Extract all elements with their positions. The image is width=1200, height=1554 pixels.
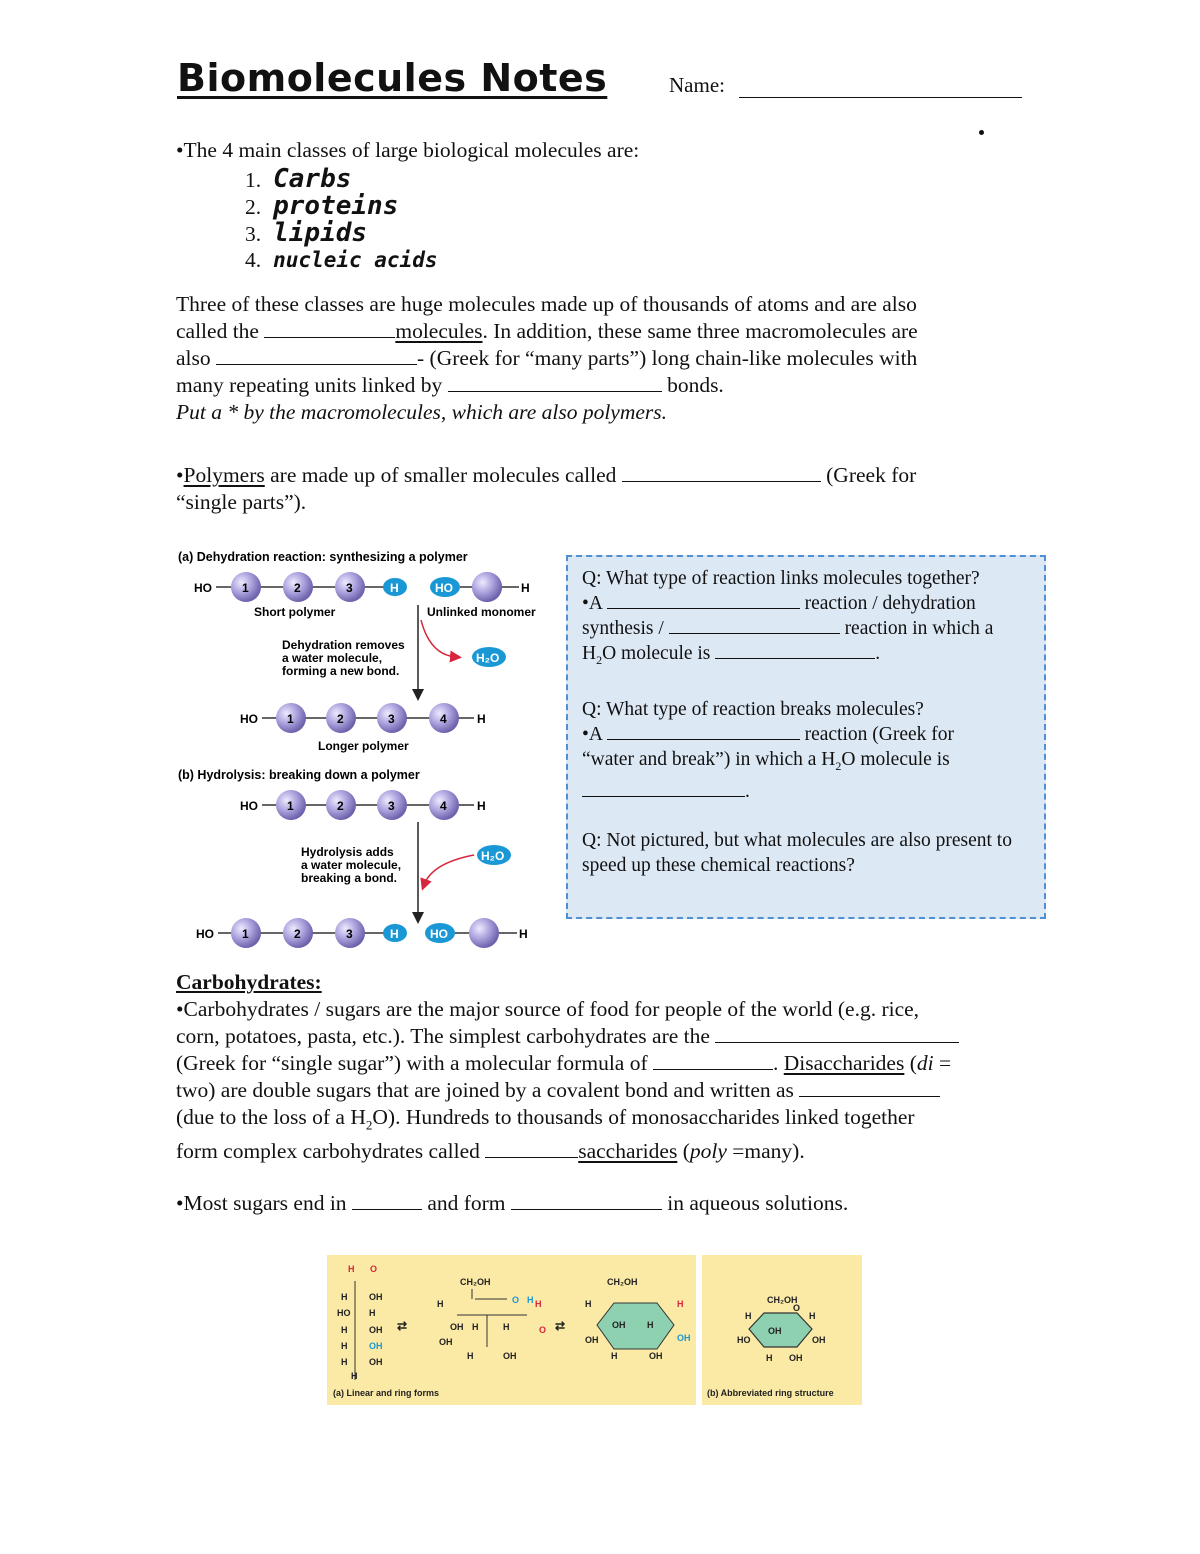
svg-text:H: H bbox=[477, 799, 486, 813]
list-item bbox=[245, 166, 438, 193]
svg-text:H: H bbox=[467, 1351, 474, 1361]
svg-text:H: H bbox=[521, 581, 530, 595]
list-item bbox=[245, 247, 438, 274]
svg-text:H: H bbox=[527, 1295, 534, 1305]
paragraph-polymers bbox=[176, 462, 1026, 516]
svg-text:H: H bbox=[437, 1299, 444, 1309]
text-line: form complex carbohydrates called saccharides (poly =many). bbox=[176, 1139, 805, 1164]
intro-bullet: •The 4 main classes of large biological molecules are: bbox=[176, 138, 640, 162]
answer-blank[interactable] bbox=[582, 781, 745, 797]
text-line: Three of these classes are huge molecules made up of thousands of atoms and are also bbox=[176, 292, 917, 316]
svg-text:OH: OH bbox=[369, 1341, 383, 1351]
figure-a-title: (a) Dehydration reaction: synthesizing a polymer bbox=[178, 550, 468, 564]
question-box bbox=[566, 555, 1046, 919]
list-item bbox=[245, 193, 438, 220]
text-line: also - (Greek for “many parts”) long chain-like molecules with bbox=[176, 346, 918, 370]
water-out-arrow bbox=[421, 620, 456, 657]
answer-blank[interactable] bbox=[448, 373, 662, 392]
text-line: •Polymers are made up of smaller molecules called (Greek for bbox=[176, 463, 917, 487]
longer-polymer-label: Longer polymer bbox=[318, 739, 409, 753]
text-line: (due to the loss of a $H_2O$). Hundreds to thousands of monosaccharides linked together bbox=[176, 1105, 915, 1133]
svg-text:OH: OH bbox=[503, 1351, 517, 1361]
handwritten-answer: Carbs bbox=[273, 164, 352, 194]
svg-text:H: H bbox=[341, 1325, 348, 1335]
handwritten-answer: nucleic acids bbox=[273, 248, 438, 272]
polymer-after-hydrolysis bbox=[196, 918, 528, 948]
svg-text:HO: HO bbox=[337, 1308, 351, 1318]
water-in-arrow bbox=[424, 855, 474, 885]
svg-text:OH: OH bbox=[789, 1353, 803, 1363]
polymer-reaction-figure bbox=[174, 545, 554, 950]
text-line: “single parts”). bbox=[176, 490, 307, 514]
svg-text:OH: OH bbox=[369, 1292, 383, 1302]
text-line: corn, potatoes, pasta, etc.). The simplest carbohydrates are the bbox=[176, 1023, 1026, 1050]
svg-text:2: 2 bbox=[337, 712, 344, 726]
text-line: (Greek for “single sugar”) with a molecular formula of . Disaccharides (di = bbox=[176, 1051, 952, 1075]
svg-text:OH: OH bbox=[612, 1320, 626, 1330]
svg-text:H: H bbox=[472, 1322, 479, 1332]
svg-text:H: H bbox=[390, 581, 399, 595]
svg-text:H: H bbox=[503, 1322, 510, 1332]
svg-text:OH: OH bbox=[369, 1357, 383, 1367]
svg-text:OH: OH bbox=[369, 1325, 383, 1335]
glucose-structure-figure bbox=[327, 1255, 862, 1405]
svg-text:HO: HO bbox=[240, 712, 258, 726]
svg-text:3: 3 bbox=[346, 581, 353, 595]
svg-text:OH: OH bbox=[649, 1351, 663, 1361]
polymer-before-hydrolysis bbox=[240, 790, 486, 820]
water-label: H₂O bbox=[481, 849, 505, 863]
svg-text:HO: HO bbox=[430, 927, 448, 941]
answer-blank[interactable] bbox=[607, 593, 800, 609]
svg-text:H: H bbox=[351, 1371, 358, 1381]
list-number: 4. bbox=[245, 248, 262, 272]
answer-blank[interactable] bbox=[715, 643, 875, 659]
svg-text:H: H bbox=[348, 1264, 355, 1274]
svg-text:CH₂OH: CH₂OH bbox=[767, 1295, 798, 1305]
unlinked-monomer bbox=[430, 572, 530, 602]
svg-text:O: O bbox=[539, 1325, 547, 1335]
svg-text:H: H bbox=[477, 712, 486, 726]
svg-text:O: O bbox=[793, 1303, 801, 1313]
sugars-line: •Most sugars end in and form in aqueous solutions. bbox=[176, 1191, 849, 1215]
answer-blank[interactable] bbox=[264, 319, 395, 338]
svg-text:1: 1 bbox=[287, 712, 294, 726]
svg-text:H: H bbox=[766, 1353, 773, 1363]
svg-text:OH: OH bbox=[677, 1333, 691, 1343]
water-label: H₂O bbox=[476, 651, 500, 665]
text-line: called the molecules. In addition, these same three macromolecules are bbox=[176, 319, 918, 343]
svg-text:2: 2 bbox=[294, 927, 301, 941]
hydrolysis-note: a water molecule, bbox=[301, 858, 402, 872]
stray-dot bbox=[979, 130, 984, 135]
page-title: Biomolecules Notes bbox=[177, 56, 608, 100]
svg-text:H: H bbox=[647, 1320, 654, 1330]
dehydration-note: Dehydration removes bbox=[282, 638, 405, 652]
answer-blank[interactable] bbox=[216, 346, 417, 365]
svg-text:OH: OH bbox=[439, 1337, 453, 1347]
svg-text:HO: HO bbox=[737, 1335, 751, 1345]
monomer-label: Unlinked monomer bbox=[427, 605, 536, 619]
answer-blank[interactable] bbox=[653, 1051, 773, 1070]
svg-text:3: 3 bbox=[388, 712, 395, 726]
svg-text:H: H bbox=[390, 927, 399, 941]
question-dehydration: Q: What type of reaction links molecules together? •A reaction / dehydration synthesis / reaction in which a $H_2O$ molecule is . bbox=[582, 568, 994, 667]
answer-blank[interactable] bbox=[511, 1191, 662, 1210]
name-field[interactable] bbox=[739, 97, 1022, 98]
svg-text:O: O bbox=[370, 1264, 378, 1274]
svg-text:3: 3 bbox=[346, 927, 353, 941]
equilibrium-arrow: ⇄ bbox=[555, 1319, 566, 1333]
answer-blank[interactable] bbox=[669, 618, 840, 634]
svg-text:H: H bbox=[611, 1351, 618, 1361]
svg-text:OH: OH bbox=[768, 1326, 782, 1336]
list-number: 3. bbox=[245, 222, 262, 246]
svg-text:1: 1 bbox=[287, 799, 294, 813]
text-line: many repeating units linked by bonds. bbox=[176, 373, 724, 397]
svg-text:2: 2 bbox=[337, 799, 344, 813]
text-line: two) are double sugars that are joined by a covalent bond and written as bbox=[176, 1077, 1026, 1104]
svg-text:O: O bbox=[512, 1295, 520, 1305]
svg-text:HO: HO bbox=[240, 799, 258, 813]
paragraph-macromolecules bbox=[176, 291, 1026, 426]
svg-text:OH: OH bbox=[450, 1322, 464, 1332]
list-item bbox=[245, 220, 438, 247]
svg-text:H: H bbox=[519, 927, 528, 941]
equilibrium-arrow: ⇄ bbox=[397, 1319, 408, 1333]
svg-text:H: H bbox=[535, 1299, 542, 1309]
svg-text:H: H bbox=[745, 1311, 752, 1321]
dehydration-note: a water molecule, bbox=[282, 651, 383, 665]
answer-blank[interactable] bbox=[607, 724, 800, 740]
svg-text:OH: OH bbox=[812, 1335, 826, 1345]
svg-text:HO: HO bbox=[435, 581, 453, 595]
svg-text:2: 2 bbox=[294, 581, 301, 595]
question-hydrolysis: Q: What type of reaction breaks molecules? •A reaction (Greek for “water and break”) in which a $H_2O$ molecule is . bbox=[582, 698, 955, 802]
list-number: 1. bbox=[245, 168, 262, 192]
svg-text:H: H bbox=[677, 1299, 684, 1309]
short-polymer-chain bbox=[194, 572, 407, 602]
name-label: Name: bbox=[669, 73, 725, 97]
svg-text:H: H bbox=[809, 1311, 816, 1321]
figure-label-linear-ring: (a) Linear and ring forms bbox=[333, 1388, 440, 1398]
svg-text:OH: OH bbox=[585, 1335, 599, 1345]
short-polymer-label: Short polymer bbox=[254, 605, 336, 619]
svg-text:1: 1 bbox=[242, 927, 249, 941]
svg-text:H: H bbox=[585, 1299, 592, 1309]
hydrolysis-note: breaking a bond. bbox=[301, 871, 398, 885]
figure-label-abbreviated: (b) Abbreviated ring structure bbox=[707, 1388, 834, 1398]
answer-blank[interactable] bbox=[622, 463, 821, 482]
list-number: 2. bbox=[245, 195, 262, 219]
svg-text:H: H bbox=[341, 1292, 348, 1302]
svg-text:H: H bbox=[369, 1308, 376, 1318]
figure-b-title: (b) Hydrolysis: breaking down a polymer bbox=[178, 768, 420, 782]
svg-text:H: H bbox=[341, 1357, 348, 1367]
answer-blank[interactable] bbox=[485, 1139, 578, 1158]
answer-blank[interactable] bbox=[715, 1024, 959, 1043]
svg-text:H: H bbox=[341, 1341, 348, 1351]
svg-text:4: 4 bbox=[440, 712, 447, 726]
svg-text:HO: HO bbox=[196, 927, 214, 941]
svg-text:4: 4 bbox=[440, 799, 447, 813]
carbohydrates-section bbox=[176, 969, 1026, 1165]
answer-blank[interactable] bbox=[799, 1078, 940, 1097]
svg-text:1: 1 bbox=[242, 581, 249, 595]
svg-text:CH₂OH: CH₂OH bbox=[607, 1277, 638, 1287]
svg-text:HO: HO bbox=[194, 581, 212, 595]
section-heading: Carbohydrates: bbox=[176, 970, 322, 994]
hydrolysis-note: Hydrolysis adds bbox=[301, 845, 394, 859]
answer-blank[interactable] bbox=[352, 1191, 422, 1210]
dehydration-note: forming a new bond. bbox=[282, 664, 400, 678]
longer-polymer-chain bbox=[240, 703, 486, 733]
instruction-line: Put a * by the macromolecules, which are also polymers. bbox=[176, 400, 668, 424]
handwritten-answer: lipids bbox=[273, 218, 368, 248]
question-enzymes: Q: Not pictured, but what molecules are also present to speed up these chemical reactions? bbox=[582, 829, 1012, 876]
svg-text:3: 3 bbox=[388, 799, 395, 813]
svg-text:CH₂OH: CH₂OH bbox=[460, 1277, 491, 1287]
class-list bbox=[245, 166, 438, 274]
text-line: •Carbohydrates / sugars are the major source of food for people of the world (e.g. rice, bbox=[176, 997, 920, 1021]
handwritten-answer: proteins bbox=[273, 191, 399, 221]
